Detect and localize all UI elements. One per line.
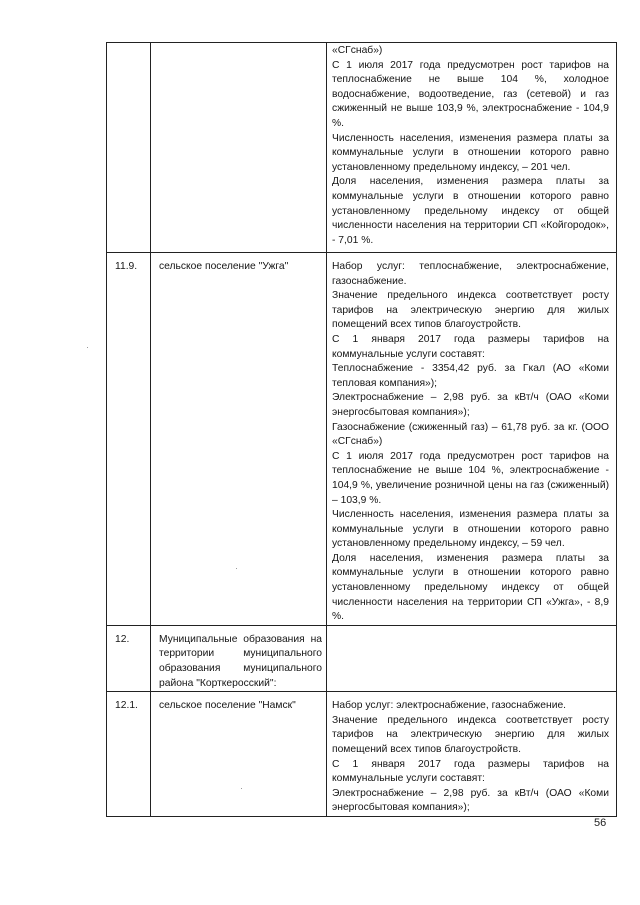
municipality-name-cell [151,625,327,691]
municipality-name-cell: сельское поселение "Намск" [151,692,327,817]
description-paragraph: Численность населения, изменения размера платы за коммунальные услуги в отношении которого равно установленному предельному индексу, – 201 чел. [332,132,609,173]
description-paragraph: Доля населения, изменения размера платы за коммунальные услуги в отношении которого равно установленному предельному индексу от общей численности населения на территории СП «Койгородок», - 7,01 %. [332,176,609,246]
description-paragraph: Значение предельного индекса соответствует росту тарифов на электрическую энергию для жилых помещений всех типов благоустройств. [332,290,609,331]
municipality-name-cell: сельское поселение "Ужга" [151,253,327,626]
table-row [107,625,617,691]
description-paragraph: Доля населения, изменения размера платы за коммунальные услуги в отношении которого равно установленному предельному индексу от общей численности населения на территории СП «Ужга», - 8,9 %. [332,552,609,623]
tariff-description-cell [327,43,617,253]
description-paragraph: Теплоснабжение - 3354,42 руб. за Гкал (АО «Коми тепловая компания»); [332,363,609,389]
row-number-cell: 11.9. [107,253,151,626]
page-number: 56 [594,817,607,829]
row-number-cell: 12.1. [107,692,151,817]
tariff-description-cell [327,692,617,817]
description-paragraph: Газоснабжение (сжиженный газ) – 61,78 руб. за кг. (ООО «СГснаб») [332,421,609,448]
description-paragraph: Значение предельного индекса соответствует росту тарифов на электрическую энергию для жилых помещений всех типов благоустройств. [332,714,609,755]
description-paragraph: С 1 июля 2017 года предусмотрен рост тарифов на теплоснабжение не выше 104 %, холодное водоснабжение, водоотведение, газ (сетевой) и газ сжиженный не выше 103,9 %, электроснабжение - 104,9 %. [332,59,609,129]
municipality-group-heading: Муниципальные образования на территории муниципального образования муниципального района "Корткеросский": [159,633,322,689]
description-paragraph: Набор услуг: электроснабжение, газоснабжение. [332,700,567,712]
tariff-description-cell [327,625,617,691]
municipality-name-cell [151,43,327,253]
table-row [107,43,617,253]
description-paragraph: С 1 января 2017 года размеры тарифов на коммунальные услуги составят: [332,758,609,785]
scan-speck [236,568,237,569]
description-paragraph: С 1 июля 2017 года предусмотрен рост тарифов на теплоснабжение не выше 104 %, электроснабжение - 104,9 %, увеличение розничной цены на газ (сжиженный) – 103,9 %. [332,450,609,506]
table-row [107,253,617,626]
description-paragraph: Набор услуг: теплоснабжение, электроснабжение, газоснабжение. [332,261,609,287]
description-paragraph: Электроснабжение – 2,98 руб. за кВт/ч (ОАО «Коми энергосбытовая компания»); [332,787,609,814]
tariff-description-cell [327,253,617,626]
row-number-cell: 12. [107,625,151,691]
description-paragraph: Численность населения, изменения размера платы за коммунальные услуги в отношении которого равно установленному предельному индексу, – 59 чел. [332,509,609,550]
scan-speck [87,347,88,348]
description-paragraph: «СГснаб») [332,45,383,56]
description-paragraph: С 1 января 2017 года размеры тарифов на коммунальные услуги составят: [332,333,609,360]
tariff-table [106,42,617,817]
description-paragraph: Электроснабжение – 2,98 руб. за кВт/ч (ОАО «Коми энергосбытовая компания»); [332,392,609,418]
scan-speck [241,788,242,789]
row-number-cell [107,43,151,253]
table-row [107,692,617,817]
